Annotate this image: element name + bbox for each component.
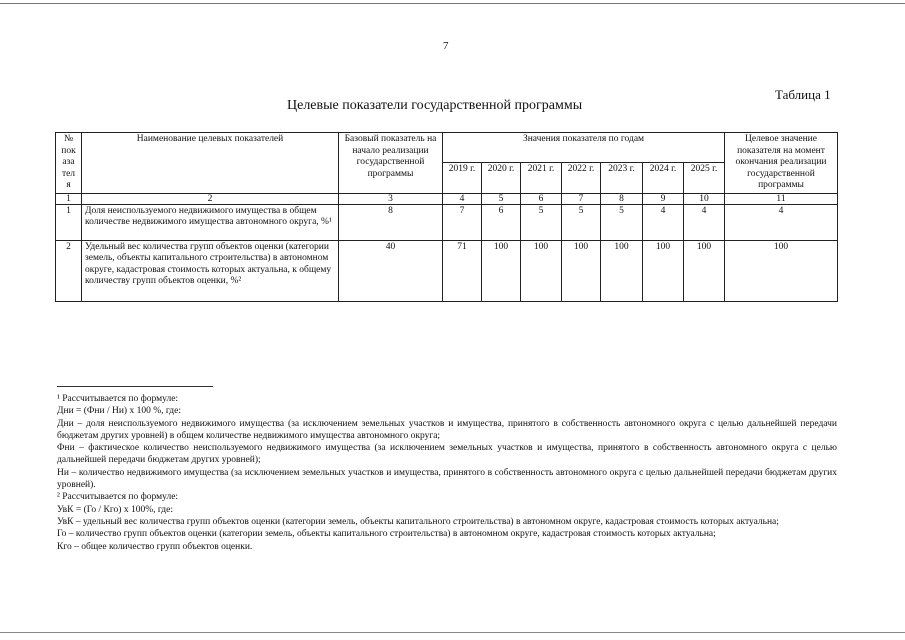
- header-base: Базовый показатель на начало реализации государственной программы: [339, 133, 443, 194]
- footnote-line: Дни = (Фни / Ни) х 100 %, где:: [57, 406, 181, 417]
- row-year-value: 5: [521, 204, 562, 240]
- row-base: 8: [339, 204, 443, 240]
- header-year: 2019 г.: [443, 163, 482, 193]
- footnote-line: Дни – доля неиспользуемого недвижимого имущества (за исключением земельных участков и имущества, принятого в собственность автономного округа с целью дальнейшей передачи бюджетам других уровней) в общем количестве недвижимого имущества автономного округа;: [57, 418, 837, 441]
- footnote-line: УвК – удельный вес количества групп объектов оценки (категории земель, объекты капитального строительства) в автономном округе, кадастровая стоимость которых актуальна;: [57, 516, 779, 527]
- scan-edge-top: [0, 3, 905, 4]
- scan-edge-bottom: [0, 632, 905, 633]
- column-number: 10: [684, 193, 725, 204]
- table-row: [56, 204, 838, 240]
- header-year: 2024 г.: [643, 163, 684, 193]
- header-year: 2023 г.: [601, 163, 643, 193]
- column-number: 9: [643, 193, 684, 204]
- page-number: 7: [443, 40, 449, 52]
- row-year-value: 100: [601, 240, 643, 301]
- row-name: Удельный вес количества групп объектов оценки (категории земель, объекты капитального строительства) в автономном округе, кадастровая стоимость которых актуальна, к общему количеству групп объектов оценки, %²: [82, 240, 339, 301]
- column-number: 1: [56, 193, 82, 204]
- footnote-line: Фни – фактическое количество неиспользуемого недвижимого имущества (за исключением земельных участков и имущества, принятого в собственность автономного округа с целью дальнейшей передачи бюджетам других уровней);: [57, 443, 837, 466]
- column-number: 11: [725, 193, 838, 204]
- row-base: 40: [339, 240, 443, 301]
- column-number: 3: [339, 193, 443, 204]
- row-year-value: 7: [443, 204, 482, 240]
- column-number: 7: [562, 193, 601, 204]
- row-year-value: 100: [643, 240, 684, 301]
- row-year-value: 100: [562, 240, 601, 301]
- header-num: № пок аза тел я: [56, 133, 82, 194]
- page-title: Целевые показатели государственной программы: [287, 98, 583, 113]
- footnote-line: УвК = (Го / Кго) х 100%, где:: [57, 504, 173, 515]
- footnote-line: ¹ Рассчитывается по формуле:: [57, 394, 179, 404]
- table-row: [56, 240, 838, 301]
- header-years-group: Значения показателя по годам: [443, 133, 725, 163]
- footnote-line: Го – количество групп объектов оценки (категории земель, объекты капитального строительства) в автономном округе, кадастровая стоимость которых актуальна;: [57, 529, 716, 540]
- row-year-value: 6: [482, 204, 521, 240]
- row-num: 2: [56, 240, 82, 301]
- column-number: 2: [82, 193, 339, 204]
- row-year-value: 5: [562, 204, 601, 240]
- header-year: 2022 г.: [562, 163, 601, 193]
- table-header-row: [56, 133, 838, 163]
- row-year-value: 5: [601, 204, 643, 240]
- row-year-value: 100: [521, 240, 562, 301]
- column-number: 5: [482, 193, 521, 204]
- row-target: 4: [725, 204, 838, 240]
- footnote-line: Ни – количество недвижимого имущества (за исключением земельных участков и имущества, принятого в собственность автономного округа с целью дальнейшей передачи бюджетам других уровней).: [57, 467, 837, 491]
- column-numbers-row: [56, 193, 838, 204]
- indicators-table: [55, 132, 838, 302]
- footnotes: [57, 393, 837, 553]
- header-year: 2020 г.: [482, 163, 521, 193]
- footnote-line: ² Рассчитывается по формуле:: [57, 492, 179, 503]
- row-num: 1: [56, 204, 82, 240]
- row-year-value: 100: [482, 240, 521, 301]
- row-year-value: 4: [643, 204, 684, 240]
- table-label: Таблица 1: [775, 87, 831, 102]
- column-number: 4: [443, 193, 482, 204]
- footnote-line: Кго – общее количество групп объектов оценки.: [57, 541, 253, 552]
- footnote-separator: [57, 386, 213, 387]
- row-year-value: 71: [443, 240, 482, 301]
- column-number: 6: [521, 193, 562, 204]
- row-year-value: 4: [684, 204, 725, 240]
- row-name: Доля неиспользуемого недвижимого имущества в общем количестве недвижимого имущества автономного округа, %¹: [82, 204, 339, 240]
- row-target: 100: [725, 240, 838, 301]
- header-year: 2025 г.: [684, 163, 725, 193]
- header-year: 2021 г.: [521, 163, 562, 193]
- header-name: Наименование целевых показателей: [82, 133, 339, 194]
- header-target: Целевое значение показателя на момент окончания реализации государственной программы: [725, 133, 838, 194]
- row-year-value: 100: [684, 240, 725, 301]
- column-number: 8: [601, 193, 643, 204]
